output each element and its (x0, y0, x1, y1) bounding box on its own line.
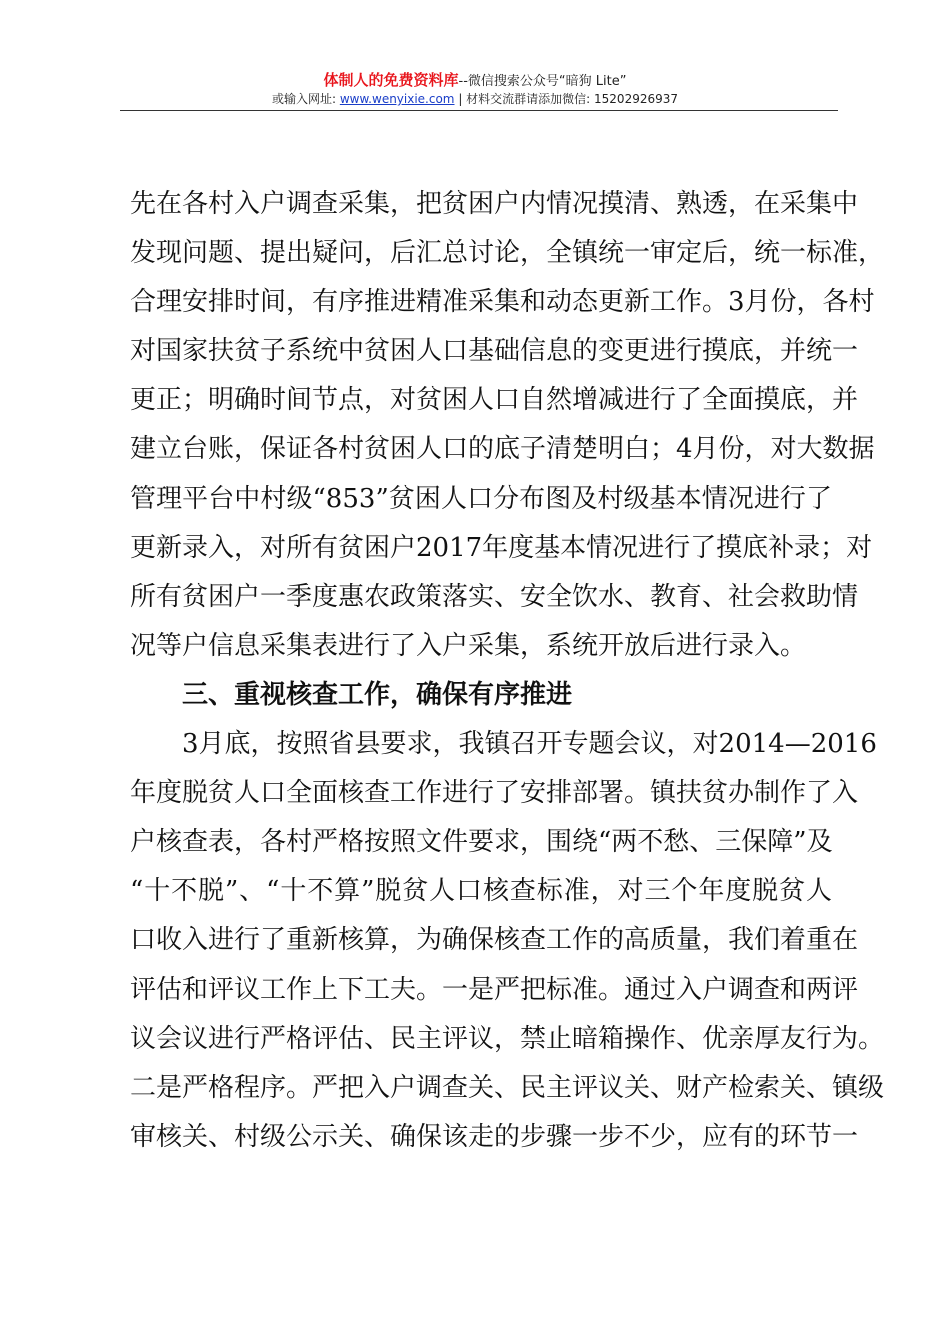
document-body (130, 180, 885, 1162)
header-title-line (0, 70, 950, 90)
header-contact: | 材料交流群请添加微信: 15202926937 (454, 92, 679, 106)
body-line: 建立台账，保证各村贫困人口的底子清楚明白；4月份，对大数据 (130, 434, 875, 465)
header-url-link[interactable]: www.wenyixie.com (339, 92, 455, 106)
body-line: 议会议进行严格评估、民主评议，禁止暗箱操作、优亲厚友行为。 (130, 1023, 885, 1054)
body-line: 年度脱贫人口全面核查工作进行了安排部署。镇扶贫办制作了入 (130, 778, 859, 809)
body-line: “十不脱”、“十不算”脱贫人口核查标准，对三个年度脱贫人 (130, 876, 832, 907)
body-line: 口收入进行了重新核算，为确保核查工作的高质量，我们着重在 (130, 925, 859, 956)
body-line: 发现问题、提出疑问，后汇总讨论，全镇统一审定后，统一标准， (130, 238, 885, 269)
body-line: 二是严格程序。严把入户调查关、民主评议关、财产检索关、镇级 (130, 1072, 885, 1103)
body-line: 3月底，按照省县要求，我镇召开专题会议，对2014—2016 (182, 729, 877, 760)
body-line: 更新录入，对所有贫困户2017年度基本情况进行了摸底补录；对 (130, 532, 873, 563)
header-divider (120, 110, 838, 111)
body-line: 更正；明确时间节点，对贫困人口自然增减进行了全面摸底，并 (130, 385, 859, 416)
header-brand-suffix: --微信搜索公众号“暗狗 Lite” (458, 74, 627, 89)
body-line: 管理平台中村级“853”贫困人口分布图及村级基本情况进行了 (130, 483, 832, 514)
header-url-prefix: 或输入网址: (271, 92, 340, 106)
body-line: 审核关、村级公示关、确保该走的步骤一步不少，应有的环节一 (130, 1121, 859, 1152)
page-header (0, 70, 950, 108)
body-line: 对国家扶贫子系统中贫困人口基础信息的变更进行摸底，并统一 (130, 336, 859, 367)
body-line: 况等户信息采集表进行了入户采集，系统开放后进行录入。 (130, 630, 807, 661)
body-line: 评估和评议工作上下工夫。一是严把标准。通过入户调查和两评 (130, 974, 859, 1005)
section-heading: 三、重视核查工作，确保有序推进 (182, 679, 573, 710)
header-contact-line (0, 90, 950, 108)
body-line: 户核查表，各村严格按照文件要求，围绕“两不愁、三保障”及 (130, 827, 833, 858)
body-line: 合理安排时间，有序推进精准采集和动态更新工作。3月份，各村 (130, 287, 875, 318)
body-line: 所有贫困户一季度惠农政策落实、安全饮水、教育、社会救助情 (130, 581, 859, 612)
header-brand: 体制人的免费资料库 (323, 71, 459, 89)
body-line: 先在各村入户调查采集，把贫困户内情况摸清、熟透，在采集中 (130, 189, 859, 219)
